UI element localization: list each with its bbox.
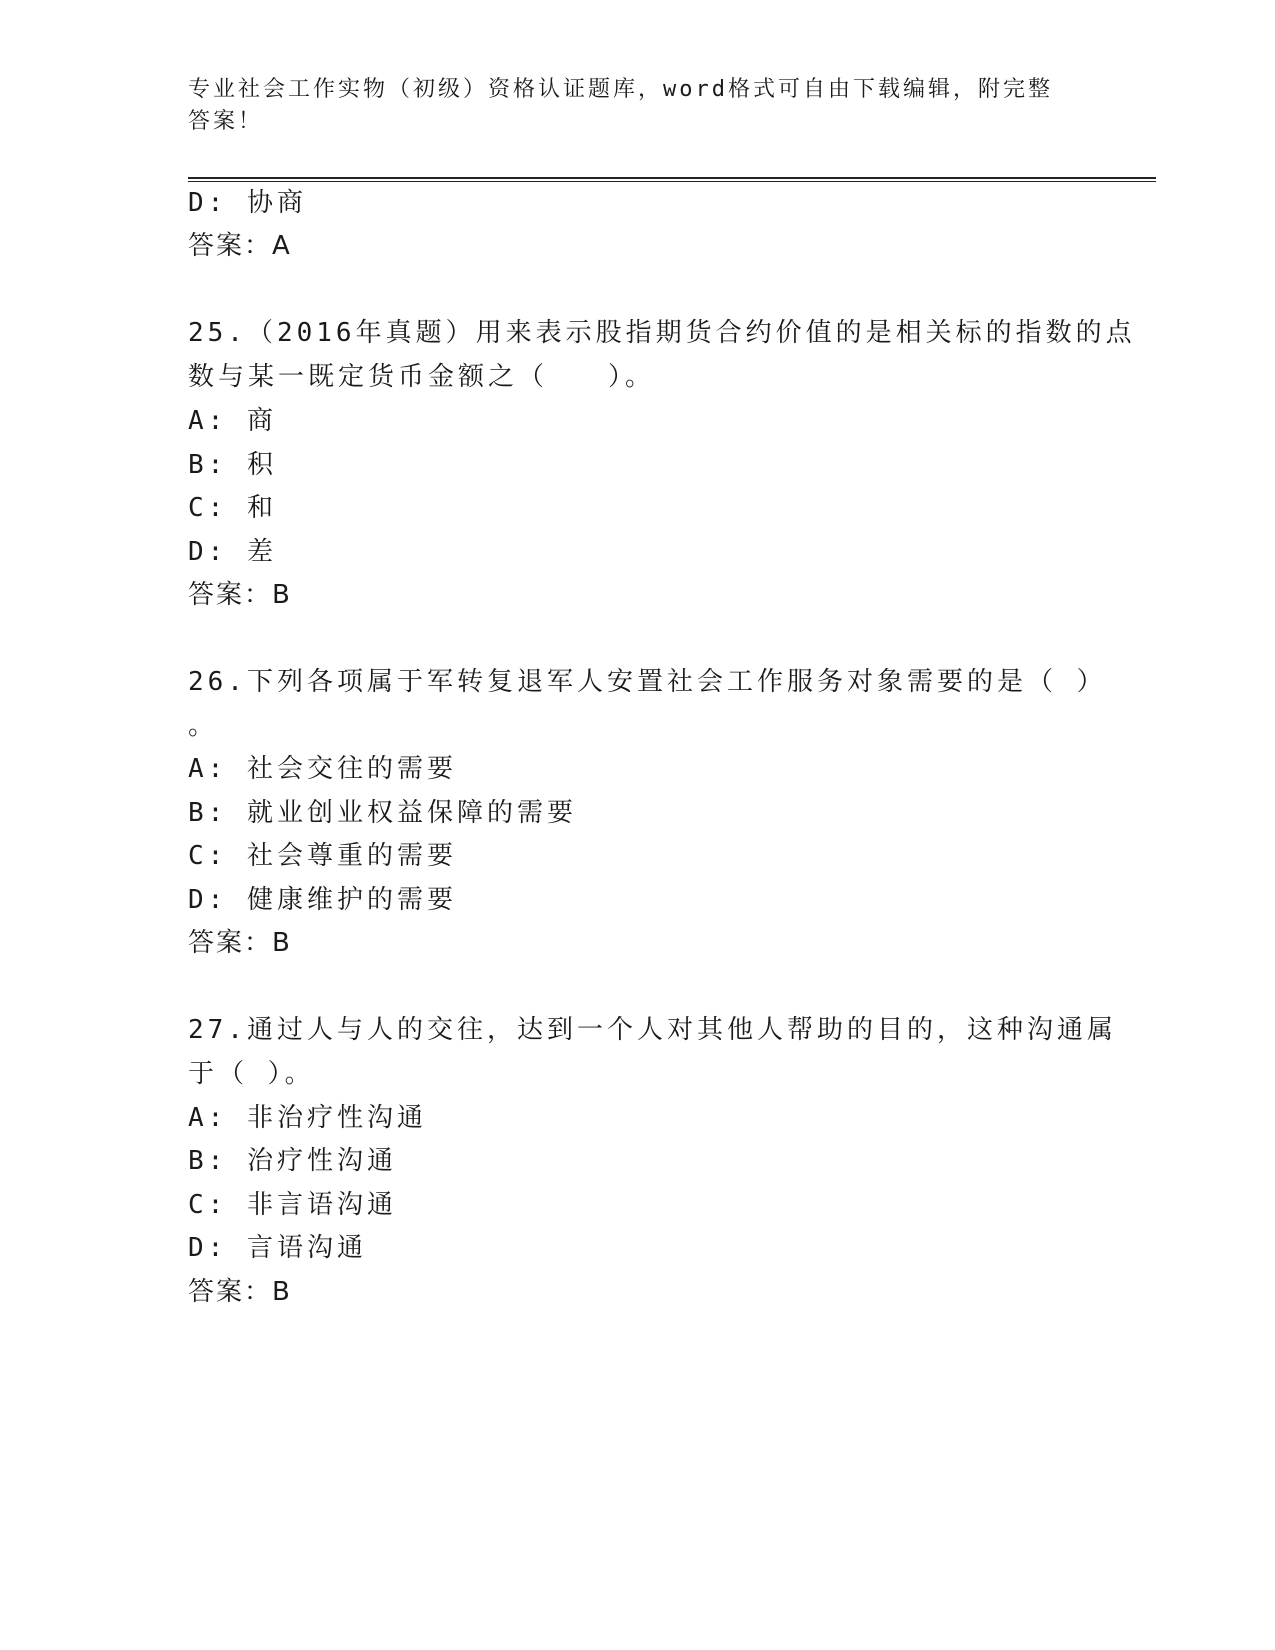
question-25-option-d: D: 差	[188, 537, 277, 567]
question-27-option-d: D: 言语沟通	[188, 1233, 367, 1263]
question-27-option-c: C: 非言语沟通	[188, 1190, 397, 1220]
question-26-text-cont: 。	[188, 711, 219, 741]
question-26-option-a: A: 社会交往的需要	[188, 754, 457, 784]
option-d: D: 协商	[188, 188, 307, 218]
question-27-text: 27.通过人与人的交往，达到一个人对其他人帮助的目的，这种沟通属	[188, 1015, 1117, 1045]
page-header: 专业社会工作实物（初级）资格认证题库，word格式可自由下载编辑，附完整答案！	[188, 77, 1053, 134]
question-25-option-a: A: 商	[188, 406, 277, 436]
question-26-option-b: B: 就业创业权益保障的需要	[188, 798, 577, 828]
question-25-option-b: B: 积	[188, 450, 277, 480]
question-25-option-c: C: 和	[188, 493, 277, 523]
question-26-text: 26.下列各项属于军转复退军人安置社会工作服务对象需要的是（ ）	[188, 667, 1107, 697]
question-26-option-d: D: 健康维护的需要	[188, 885, 457, 915]
question-27-answer: 答案：B	[188, 1277, 292, 1307]
header-divider	[188, 177, 1156, 182]
question-25-text-cont: 数与某一既定货币金额之（ ）。	[188, 362, 656, 392]
question-27-option-a: A: 非治疗性沟通	[188, 1103, 427, 1133]
question-26-answer: 答案：B	[188, 928, 292, 958]
question-26-option-c: C: 社会尊重的需要	[188, 841, 457, 871]
question-27-text-cont: 于（ ）。	[188, 1059, 315, 1089]
question-25-text: 25.（2016年真题）用来表示股指期货合约价值的是相关标的指数的点	[188, 318, 1136, 348]
answer-line: 答案：A	[188, 231, 292, 261]
question-27-option-b: B: 治疗性沟通	[188, 1146, 397, 1176]
question-25-answer: 答案：B	[188, 580, 292, 610]
